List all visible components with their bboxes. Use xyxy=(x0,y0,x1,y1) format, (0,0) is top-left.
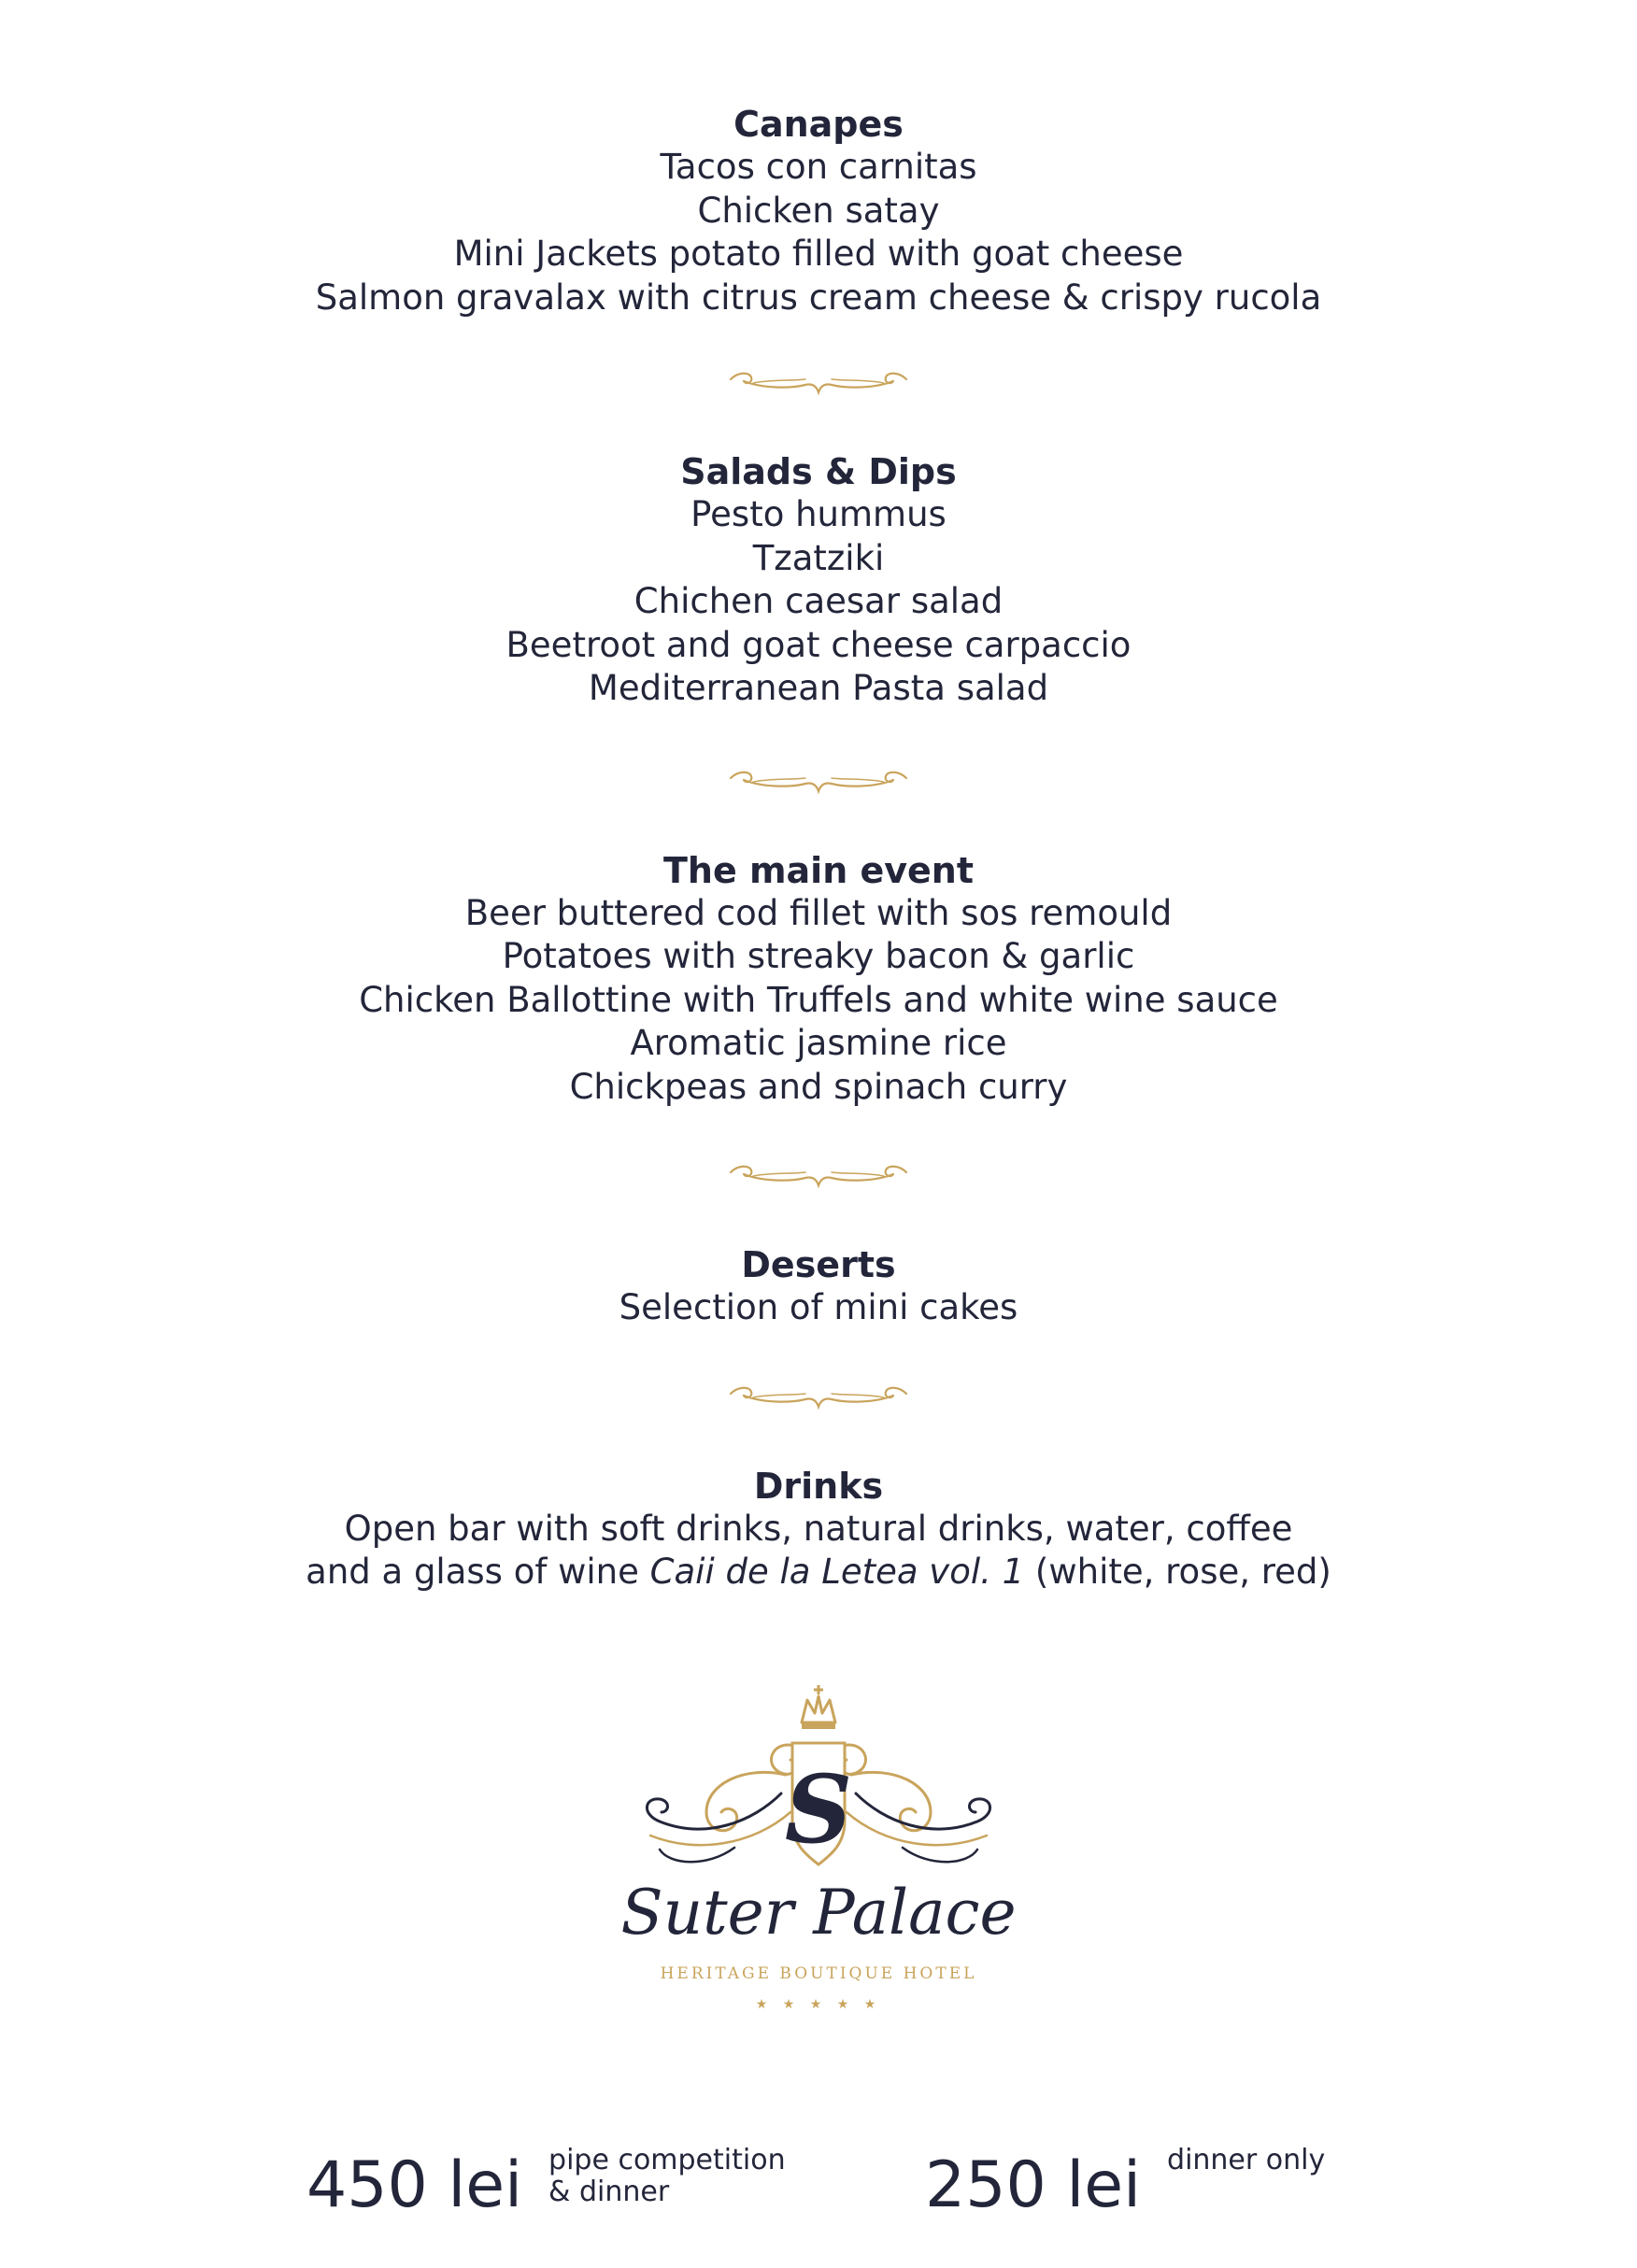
menu-item: Tacos con carnitas xyxy=(660,147,977,187)
price-amount: 450 lei xyxy=(306,2148,523,2222)
menu-item: Chicken Ballottine with Truffels and white wine sauce xyxy=(359,979,1278,1020)
section-title: The main event xyxy=(662,849,975,891)
menu-item: Chicken satay xyxy=(697,190,940,231)
hotel-logo xyxy=(594,1681,1043,2036)
menu-item xyxy=(0,1551,1637,1595)
menu-item: Beetroot and goat cheese carpaccio xyxy=(505,624,1132,665)
menu-item: Open bar with soft drinks, natural drinks, water, coffee xyxy=(344,1508,1293,1549)
price-dinner-only xyxy=(925,2139,1325,2233)
flourish-divider-icon xyxy=(725,1157,912,1191)
menu xyxy=(0,103,1637,1595)
menu-item: Aromatic jasmine rice xyxy=(630,1023,1007,1063)
section-canapes xyxy=(0,103,1637,319)
section-main-event xyxy=(0,849,1637,1110)
drinks-suffix: (white, rose, red) xyxy=(1024,1552,1331,1592)
flourish-divider-icon xyxy=(725,1379,912,1412)
flourish-divider-icon xyxy=(725,364,912,398)
menu-item: Beer buttered cod fillet with sos remould xyxy=(464,892,1173,933)
price-note-line: dinner only xyxy=(1167,2144,1326,2176)
menu-item: Tzatziki xyxy=(752,537,885,578)
price-note xyxy=(548,2145,786,2208)
crown-icon xyxy=(802,1685,835,1729)
menu-item: Mini Jackets potato filled with goat cheese xyxy=(453,234,1184,274)
price-note-line: & dinner xyxy=(548,2176,670,2208)
section-deserts xyxy=(0,1243,1637,1330)
monogram: S xyxy=(784,1754,853,1864)
wine-name: Caii de la Letea vol. 1 xyxy=(649,1552,1025,1592)
drinks-prefix: and a glass of wine xyxy=(306,1552,650,1592)
menu-item: Potatoes with streaky bacon & garlic xyxy=(502,936,1135,976)
price-competition-dinner xyxy=(306,2139,786,2233)
section-title: Drinks xyxy=(753,1465,884,1507)
menu-item: Selection of mini cakes xyxy=(619,1287,1018,1327)
menu-item: Pesto hummus xyxy=(690,494,947,534)
section-title: Canapes xyxy=(733,104,904,145)
hotel-subtitle: HERITAGE BOUTIQUE HOTEL xyxy=(660,1964,977,1983)
menu-item: Chichen caesar salad xyxy=(633,581,1004,621)
menu-item: Mediterranean Pasta salad xyxy=(588,668,1049,708)
price-note-line: pipe competition xyxy=(548,2144,786,2176)
price-amount: 250 lei xyxy=(925,2148,1142,2222)
section-salads-dips xyxy=(0,450,1637,711)
section-title: Deserts xyxy=(741,1244,896,1285)
menu-item: Chickpeas and spinach curry xyxy=(569,1066,1068,1107)
rating-stars-icon: ★ ★ ★ ★ ★ xyxy=(755,1997,882,2012)
section-title: Salads & Dips xyxy=(680,451,957,492)
price-note xyxy=(1167,2145,1325,2176)
flourish-divider-icon xyxy=(725,763,912,797)
hotel-name: Suter Palace xyxy=(620,1877,1017,1949)
menu-item: Salmon gravalax with citrus cream cheese & crispy rucola xyxy=(315,276,1322,318)
section-drinks xyxy=(0,1465,1637,1595)
